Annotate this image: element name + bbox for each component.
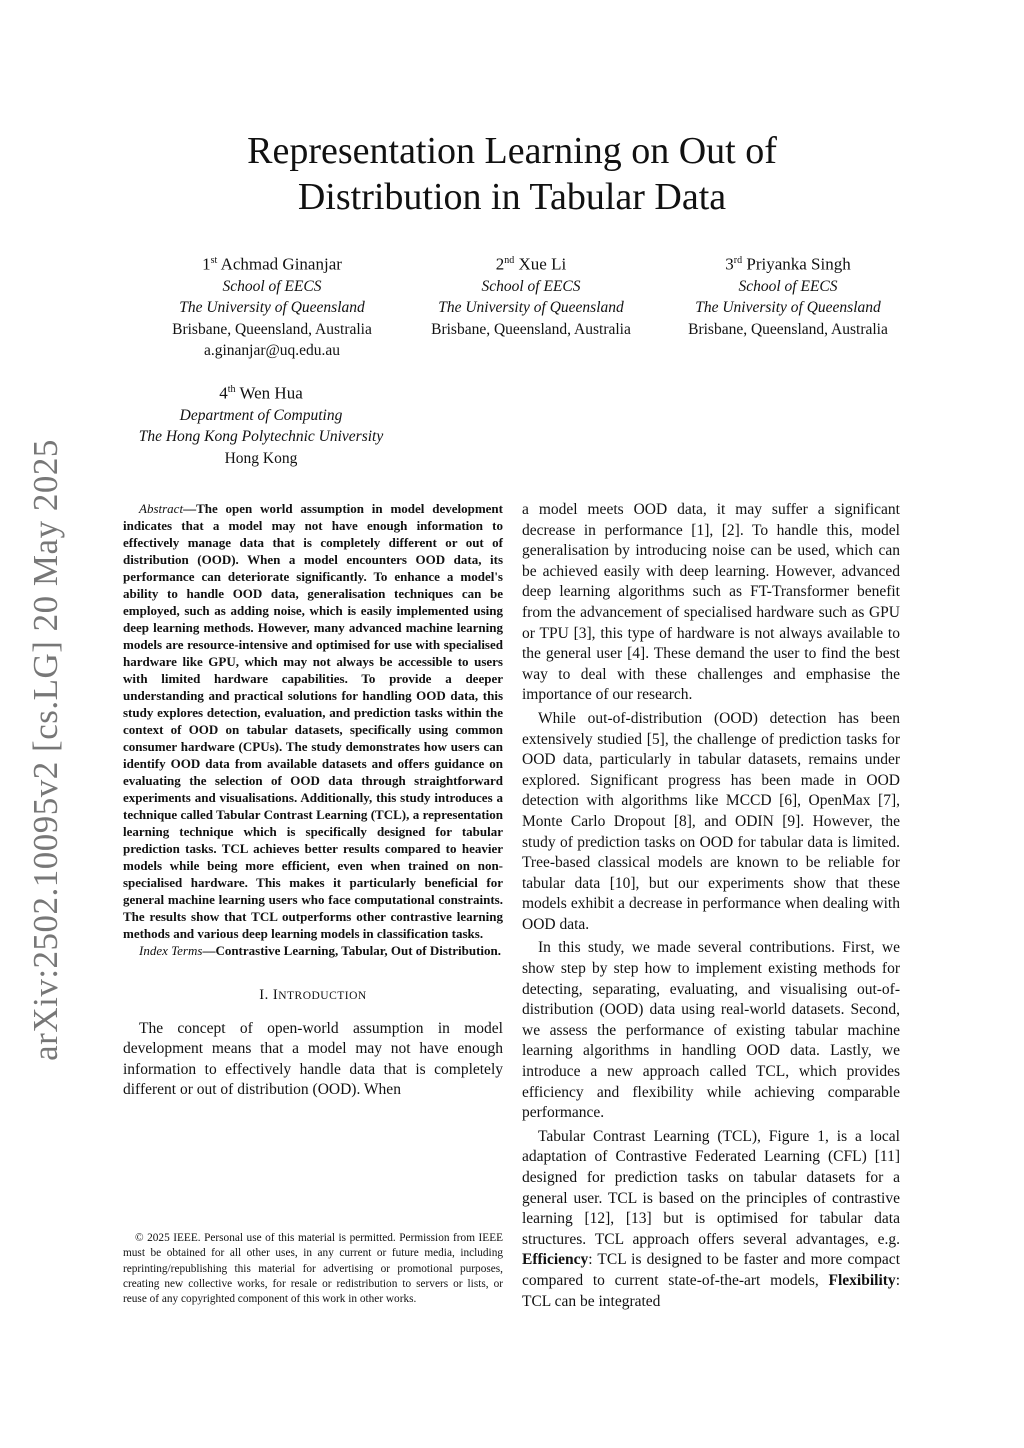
author-location: Brisbane, Queensland, Australia <box>431 320 631 338</box>
copyright-notice: © 2025 IEEE. Personal use of this material is permitted. Permission from IEEE must be obtained for all other uses, in any current or future media, including reprinting/republishing this material for advertising or promotional purposes, creating new collective works, for resale or redistribution to servers or lists, or reuse of any copyrighted component of this work in other works. <box>123 1232 503 1306</box>
author-org: The University of Queensland <box>695 299 881 317</box>
left-column <box>123 500 503 1101</box>
author-dept: School of EECS <box>738 277 838 295</box>
title-line-1: Representation Learning on Out of <box>247 130 777 172</box>
abstract: Abstract—The open world assumption in model development indicates that a model may not have enough information to effectively manage data that is completely different or out of distribution (OOD). When a model encounters OOD data, its performance can deteriorate significantly. To enhance a model's ability to handle OOD data, generalisation techniques can be employed, such as adding noise, which is easily implemented using deep learning methods. However, many advanced machine learning models are resource-intensive and optimised for use with specialised hardware like GPU, which may not always be accessible to users with limited hardware capabilities. To provide a deeper understanding and practical solutions for handling OOD data, this study explores detection, evaluation, and prediction tasks within the context of OOD on tabular datasets, specifically using common consumer hardware (CPUs). The study demonstrates how users can identify OOD data from available datasets and offers guidance on evaluating the selection of OOD data through straightforward experiments and visualisations. Additionally, this study introduces a technique called Tabular Contrast Learning (TCL), a representation learning technique which is specifically designed for tabular prediction tasks. TCL achieves better results compared to heavier models while being more efficient, even when trained on non-specialised hardware. This makes it particularly beneficial for general machine learning users who face computational constraints. The results show that TCL outperforms other contrastive learning methods and various deep learning models in classification tasks. <box>123 501 503 941</box>
intro-paragraph-1: The concept of open-world assumption in model development means that a model may not have enough information to effectively handle data that is completely different or out of distribution (OOD). When <box>123 1019 503 1099</box>
intro-paragraph-2: While out-of-distribution (OOD) detection has been extensively studied [5], the challenge of prediction tasks for OOD data, particularly in tabular datasets, remains under explored. Significant progress has been made in OOD detection with algorithms like MCCD [6], OpenMax [7], Monte Carlo Dropout [8], and ODIN [9]. However, the study of prediction tasks on OOD for tabular data is limited. Tree-based classical models are known to be reliable for tabular data [10], but our experiments show that these models exhibit a decrease in performance when dealing with OOD data. <box>522 709 900 933</box>
author-block-4 <box>116 379 406 469</box>
author-org: The University of Queensland <box>179 299 365 317</box>
intro-paragraph-continued: a model meets OOD data, it may suffer a significant decrease in performance [1], [2]. To handle this, model generalisation by introducing noise can be used, which can be achieved easily with deep learning. However, advanced deep learning algorithms such as FT-Transformer benefit from the advancement of specialised hardware such as GPU or TPU [3], this type of hardware is not always available to the general user [4]. These demand the user to find the best way to deal with these challenges and emphasise the importance of our research. <box>522 501 900 704</box>
author-block-1 <box>138 250 406 362</box>
arxiv-identifier: arXiv:2502.10095v2 [cs.LG] 20 May 2025 <box>26 439 65 1061</box>
author-location: Hong Kong <box>224 449 298 467</box>
paper-title <box>180 128 844 220</box>
author-org: The University of Queensland <box>438 299 624 317</box>
author-name: 3rd Priyanka Singh <box>725 254 851 274</box>
intro-paragraph-3: In this study, we made several contributions. First, we show step by step how to implement existing methods for detecting, separating, evaluating, and visualising out-of-distribution (OOD) data using real-world datasets. Second, we assess the performance of existing tabular machine learning algorithms in handling OOD data. Lastly, we introduce a new approach called TCL, which provides efficiency and flexibility while achieving comparable performance. <box>522 939 900 1122</box>
author-name: 1st Achmad Ginanjar <box>202 254 342 274</box>
author-dept: School of EECS <box>481 277 581 295</box>
author-name: 4th Wen Hua <box>219 383 303 403</box>
author-name: 2nd Xue Li <box>495 254 567 274</box>
arxiv-sidebar <box>6 440 86 1060</box>
right-column <box>522 500 900 1312</box>
title-line-2: Distribution in Tabular Data <box>297 176 727 218</box>
author-location: Brisbane, Queensland, Australia <box>688 320 888 338</box>
index-terms: Index Terms—Contrastive Learning, Tabular, Out of Distribution. <box>139 943 501 958</box>
section-heading-introduction: I. INTRODUCTION <box>259 987 367 1003</box>
author-dept: Department of Computing <box>179 406 343 424</box>
author-dept: School of EECS <box>222 277 322 295</box>
intro-paragraph-4: Tabular Contrast Learning (TCL), Figure 1, is a local adaptation of Contrastive Federated Learning (CFL) [11] designed for prediction tasks on tabular datasets for a general user. TCL is based on the principles of contrastive learning [12], [13] but is optimised for tabular data structures. TCL approach offers several advantages, e.g. Efficiency: TCL is designed to be faster and more compact compared to current state-of-the-art models, Flexibility: TCL can be integrated <box>522 1127 900 1310</box>
author-location: Brisbane, Queensland, Australia <box>172 320 372 338</box>
author-email[interactable]: a.ginanjar@uq.edu.au <box>203 342 341 360</box>
author-block-2 <box>397 250 665 340</box>
author-block-3 <box>654 250 922 340</box>
author-org: The Hong Kong Polytechnic University <box>138 428 384 446</box>
